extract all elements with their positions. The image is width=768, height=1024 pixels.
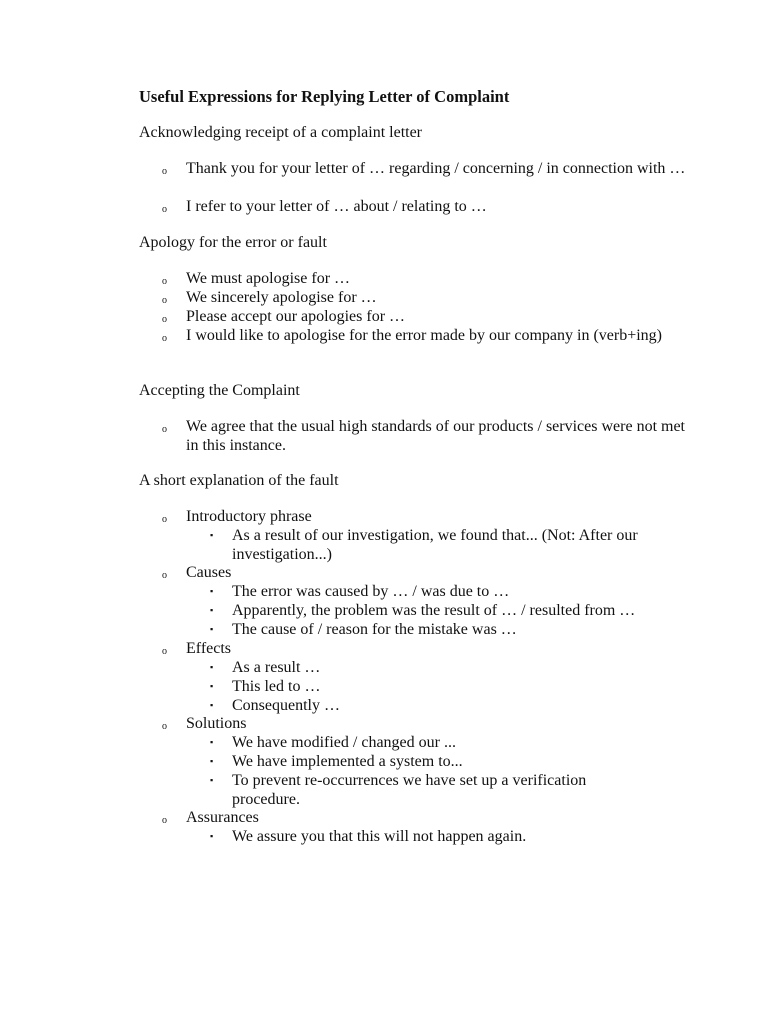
list-item: We must apologise for …: [186, 270, 351, 287]
group-label-assurances: Assurances: [186, 809, 259, 826]
list-item: We agree that the usual high standards of our products / services were not met in this instance.: [186, 418, 685, 454]
section-heading-accepting: Accepting the Complaint: [139, 382, 300, 399]
square-bullet-icon: ▪: [210, 605, 214, 615]
circle-bullet-icon: o: [162, 166, 167, 177]
section-heading-explanation: A short explanation of the fault: [139, 472, 339, 489]
circle-bullet-icon: o: [162, 646, 167, 657]
list-item: Please accept our apologies for …: [186, 308, 406, 325]
section-heading-apology: Apology for the error or fault: [139, 234, 327, 251]
list-item: I would like to apologise for the error made by our company in (verb+ing): [186, 327, 662, 344]
list-item: We have modified / changed our ...: [232, 734, 456, 751]
list-item: We have implemented a system to...: [232, 753, 463, 770]
list-item: This led to …: [232, 678, 321, 695]
group-label-introductory: Introductory phrase: [186, 508, 312, 525]
list-item: The cause of / reason for the mistake was …: [232, 621, 517, 638]
square-bullet-icon: ▪: [210, 662, 214, 672]
list-item: The error was caused by … / was due to …: [232, 583, 510, 600]
list-item: Consequently …: [232, 697, 340, 714]
list-item-text: Thank you for your letter of … regarding / concerning / in connection with …: [186, 160, 686, 177]
square-bullet-icon: ▪: [210, 681, 214, 691]
list-item: We sincerely apologise for …: [186, 289, 377, 306]
square-bullet-icon: ▪: [210, 624, 214, 634]
circle-bullet-icon: o: [162, 204, 167, 215]
group-label-effects: Effects: [186, 640, 232, 657]
square-bullet-icon: ▪: [210, 700, 214, 710]
list-item: [186, 159, 686, 178]
circle-bullet-icon: o: [162, 570, 167, 581]
list-item: As a result of our investigation, we found that... (Not: After our investigation...): [232, 527, 638, 563]
circle-bullet-icon: o: [162, 721, 167, 732]
section-heading-acknowledging: Acknowledging receipt of a complaint letter: [139, 124, 423, 141]
circle-bullet-icon: o: [162, 333, 167, 344]
list-item: I refer to your letter of … about / relating to …: [186, 198, 487, 215]
square-bullet-icon: ▪: [210, 530, 214, 540]
square-bullet-icon: ▪: [210, 586, 214, 596]
square-bullet-icon: ▪: [210, 737, 214, 747]
list-item: Apparently, the problem was the result of … / resulted from …: [232, 602, 636, 619]
circle-bullet-icon: o: [162, 295, 167, 306]
square-bullet-icon: ▪: [210, 756, 214, 766]
square-bullet-icon: ▪: [210, 831, 214, 841]
group-label-solutions: Solutions: [186, 715, 247, 732]
circle-bullet-icon: o: [162, 514, 167, 525]
list-item: We assure you that this will not happen again.: [232, 828, 527, 845]
circle-bullet-icon: o: [162, 314, 167, 325]
document-title: Useful Expressions for Replying Letter of Complaint: [139, 87, 510, 106]
list-item: As a result …: [232, 659, 321, 676]
circle-bullet-icon: o: [162, 815, 167, 826]
square-bullet-icon: ▪: [210, 775, 214, 785]
circle-bullet-icon: o: [162, 276, 167, 287]
list-item: To prevent re-occurrences we have set up a verification procedure.: [232, 772, 587, 808]
circle-bullet-icon: o: [162, 424, 167, 435]
group-label-causes: Causes: [186, 564, 232, 581]
